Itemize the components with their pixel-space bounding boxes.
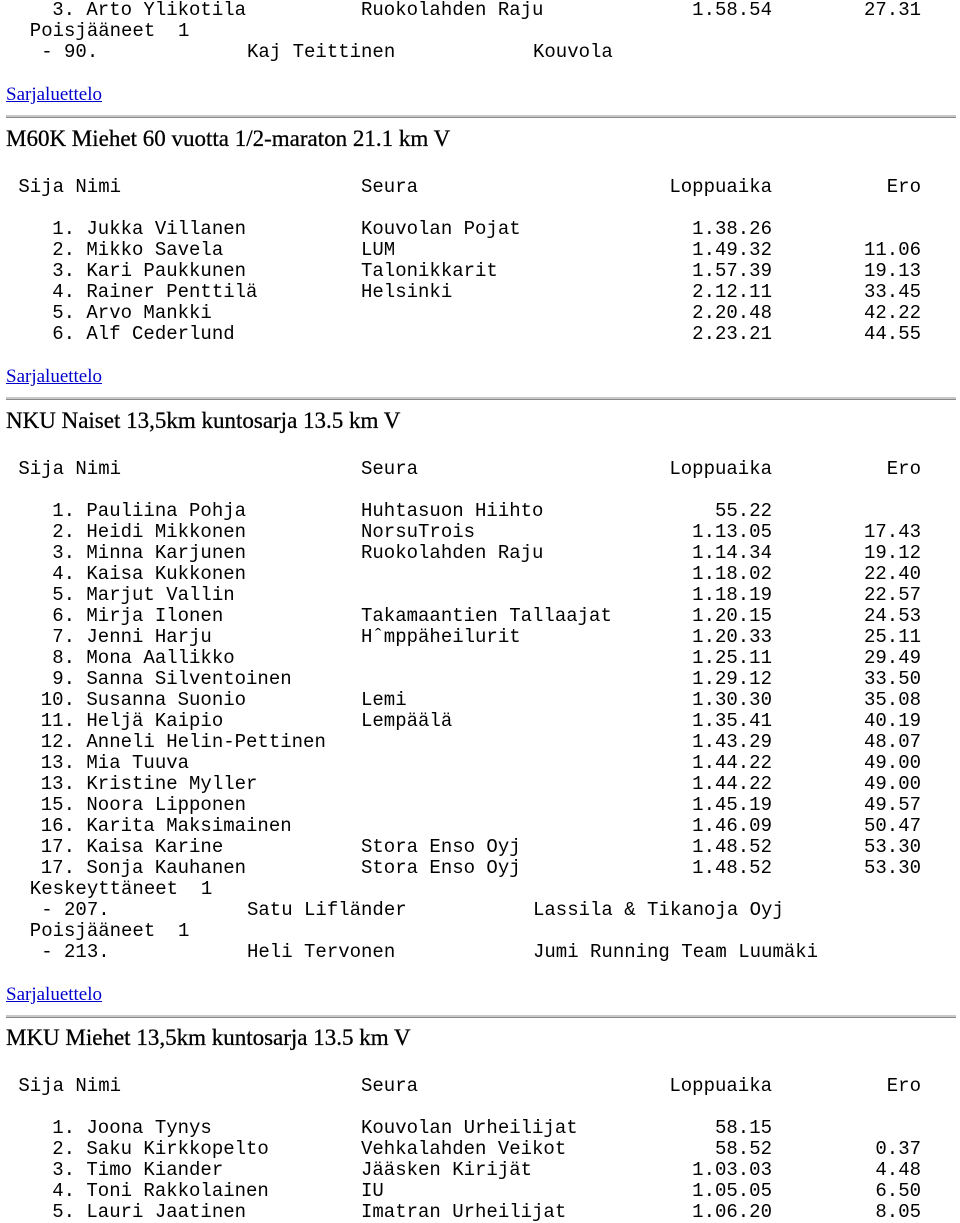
- name-cell: Karita Maksimainen: [75, 815, 292, 837]
- time-cell: 1.48.52: [692, 857, 772, 879]
- name-cell: Heljä Kaipio: [75, 710, 224, 732]
- club-cell: Kouvolan Pojat: [361, 218, 521, 240]
- dq-label: Poisjääneet 1: [7, 920, 190, 942]
- time-cell: 1.44.22: [692, 752, 772, 774]
- time-cell: 1.20.33: [692, 626, 772, 648]
- section-title: M60K Miehet 60 vuotta 1/2-maraton 21.1 km V: [6, 126, 451, 151]
- result-row: [7, 564, 921, 585]
- sarjaluettelo-link[interactable]: Sarjaluettelo: [6, 984, 103, 1005]
- diff-cell: 44.55: [863, 323, 921, 345]
- name-cell: Alf Cederlund: [75, 323, 235, 345]
- club-cell: Vehkalahden Veikot: [361, 1138, 567, 1160]
- name-cell: Minna Karjunen: [75, 542, 247, 564]
- time-cell: 1.43.29: [692, 731, 772, 753]
- diff-cell: 19.12: [863, 542, 921, 564]
- diff-cell: 27.31: [863, 0, 921, 21]
- time-cell: 1.46.09: [692, 815, 772, 837]
- header-sija: Sija: [18, 176, 64, 198]
- time-cell: 2.23.21: [692, 323, 772, 345]
- diff-cell: 22.57: [863, 584, 921, 606]
- result-row: [7, 324, 921, 345]
- name-cell: Mirja Ilonen: [75, 605, 224, 627]
- time-cell: 1.49.32: [692, 239, 772, 261]
- time-cell: 2.20.48: [692, 302, 772, 324]
- diff-cell: 48.07: [863, 731, 921, 753]
- header-seura: Seura: [361, 1075, 419, 1097]
- diff-cell: 42.22: [863, 302, 921, 324]
- club-cell: Huhtasuon Hiihto: [361, 500, 544, 522]
- time-cell: 58.52: [714, 1138, 772, 1160]
- diff-cell: 49.00: [863, 773, 921, 795]
- diff-cell: 53.30: [863, 857, 921, 879]
- name-cell: Heidi Mikkonen: [75, 521, 247, 543]
- name-cell: Satu Lifländer: [247, 899, 407, 921]
- result-row: [7, 648, 921, 669]
- diff-cell: 40.19: [863, 710, 921, 732]
- column-header-row: [7, 1076, 921, 1097]
- header-ero: Ero: [886, 176, 921, 198]
- rank-cell: 3.: [52, 0, 75, 21]
- name-cell: Mia Tuuva: [75, 752, 190, 774]
- name-cell: Sanna Silventoinen: [75, 668, 292, 690]
- result-row: [7, 0, 921, 21]
- time-cell: 1.25.11: [692, 647, 772, 669]
- rank-cell: 17.: [40, 857, 75, 879]
- diff-cell: 49.00: [863, 752, 921, 774]
- sarjaluettelo-link[interactable]: Sarjaluettelo: [6, 366, 103, 387]
- name-cell: Kaj Teittinen: [247, 41, 396, 63]
- header-seura: Seura: [361, 458, 419, 480]
- header-ero: Ero: [886, 1075, 921, 1097]
- header-sija: Sija: [18, 1075, 64, 1097]
- rank-cell: 6.: [52, 605, 75, 627]
- name-cell: Kari Paukkunen: [75, 260, 247, 282]
- result-row: [7, 585, 921, 606]
- result-row: [7, 858, 921, 879]
- special-row: [7, 942, 818, 963]
- club-cell: Ruokolahden Raju: [361, 542, 544, 564]
- club-cell: Stora Enso Oyj: [361, 836, 521, 858]
- name-cell: Toni Rakkolainen: [75, 1180, 269, 1202]
- name-cell: Jenni Harju: [75, 626, 212, 648]
- rank-cell: 11.: [40, 710, 75, 732]
- result-row: [7, 774, 921, 795]
- rank-cell: 9.: [52, 668, 75, 690]
- time-cell: 1.20.15: [692, 605, 772, 627]
- rank-cell: 12.: [40, 731, 75, 753]
- diff-cell: 49.57: [863, 794, 921, 816]
- club-cell: Lemi: [361, 689, 407, 711]
- result-row: [7, 795, 921, 816]
- rank-cell: 8.: [52, 647, 75, 669]
- dq-label: Poisjääneet 1: [7, 20, 190, 42]
- section-title: MKU Miehet 13,5km kuntosarja 13.5 km V: [6, 1025, 411, 1050]
- name-cell: Sonja Kauhanen: [75, 857, 247, 879]
- rank-cell: 15.: [40, 794, 75, 816]
- club-cell: Kouvolan Urheilijat: [361, 1117, 578, 1139]
- name-cell: Marjut Vallin: [75, 584, 235, 606]
- club-cell: Helsinki: [361, 281, 453, 303]
- result-row: [7, 1118, 921, 1139]
- result-row: [7, 627, 921, 648]
- bib-cell: - 90.: [7, 41, 99, 63]
- rank-cell: 13.: [40, 773, 75, 795]
- header-nimi: Nimi: [64, 1075, 122, 1097]
- time-cell: 1.45.19: [692, 794, 772, 816]
- time-cell: 1.30.30: [692, 689, 772, 711]
- name-cell: Lauri Jaatinen: [75, 1201, 247, 1223]
- rank-cell: 1.: [52, 1117, 75, 1139]
- club-cell: Lassila & Tikanoja Oyj: [533, 899, 784, 921]
- club-cell: IU: [361, 1180, 384, 1202]
- rank-cell: 5.: [52, 584, 75, 606]
- club-cell: Lempäälä: [361, 710, 453, 732]
- result-row: [7, 282, 921, 303]
- time-cell: 1.13.05: [692, 521, 772, 543]
- section-divider: [6, 397, 956, 400]
- result-row: [7, 732, 921, 753]
- name-cell: Anneli Helin-Pettinen: [75, 731, 326, 753]
- diff-cell: 11.06: [863, 239, 921, 261]
- rank-cell: 13.: [40, 752, 75, 774]
- time-cell: 1.18.19: [692, 584, 772, 606]
- time-cell: 2.12.11: [692, 281, 772, 303]
- diff-cell: 19.13: [863, 260, 921, 282]
- name-cell: Saku Kirkkopelto: [75, 1138, 269, 1160]
- result-row: [7, 606, 921, 627]
- name-cell: Jukka Villanen: [75, 218, 247, 240]
- name-cell: Pauliina Pohja: [75, 500, 247, 522]
- time-cell: 1.48.52: [692, 836, 772, 858]
- rank-cell: 7.: [52, 626, 75, 648]
- diff-cell: 35.08: [863, 689, 921, 711]
- rank-cell: 5.: [52, 302, 75, 324]
- name-cell: Kaisa Karine: [75, 836, 224, 858]
- result-row: [7, 1160, 921, 1181]
- time-cell: 1.57.39: [692, 260, 772, 282]
- time-cell: 1.05.05: [692, 1180, 772, 1202]
- club-cell: Ruokolahden Raju: [361, 0, 544, 21]
- result-row: [7, 690, 921, 711]
- result-row: [7, 753, 921, 774]
- header-nimi: Nimi: [64, 176, 122, 198]
- section-divider: [6, 1015, 956, 1018]
- sarjaluettelo-link[interactable]: Sarjaluettelo: [6, 84, 103, 105]
- rank-cell: 2.: [52, 239, 75, 261]
- rank-cell: 3.: [52, 1159, 75, 1181]
- name-cell: Arto Ylikotila: [75, 0, 247, 21]
- time-cell: 1.14.34: [692, 542, 772, 564]
- result-row: [7, 1202, 921, 1223]
- diff-cell: 0.37: [875, 1138, 921, 1160]
- rank-cell: 1.: [52, 500, 75, 522]
- diff-cell: 53.30: [863, 836, 921, 858]
- bib-cell: - 207.: [7, 899, 110, 921]
- time-cell: 1.38.26: [692, 218, 772, 240]
- result-row: [7, 303, 921, 324]
- header-nimi: Nimi: [64, 458, 122, 480]
- diff-cell: 33.50: [863, 668, 921, 690]
- result-row: [7, 261, 921, 282]
- header-loppuaika: Loppuaika: [669, 1075, 772, 1097]
- rank-cell: 4.: [52, 281, 75, 303]
- result-row: [7, 240, 921, 261]
- club-cell: Hˆmppäheilurit: [361, 626, 521, 648]
- section-title: NKU Naiset 13,5km kuntosarja 13.5 km V: [6, 408, 401, 433]
- rank-cell: 5.: [52, 1201, 75, 1223]
- result-row: [7, 501, 921, 522]
- diff-cell: 4.48: [875, 1159, 921, 1181]
- header-sija: Sija: [18, 458, 64, 480]
- rank-cell: 3.: [52, 542, 75, 564]
- section-divider: [6, 115, 956, 118]
- rank-cell: 4.: [52, 563, 75, 585]
- name-cell: Arvo Mankki: [75, 302, 212, 324]
- name-cell: Mikko Savela: [75, 239, 224, 261]
- rank-cell: 17.: [40, 836, 75, 858]
- rank-cell: 16.: [40, 815, 75, 837]
- club-cell: LUM: [361, 239, 396, 261]
- time-cell: 1.44.22: [692, 773, 772, 795]
- time-cell: 1.58.54: [692, 0, 772, 21]
- rank-cell: 2.: [52, 1138, 75, 1160]
- diff-cell: 22.40: [863, 563, 921, 585]
- column-header-row: [7, 177, 921, 198]
- name-cell: Kristine Myller: [75, 773, 258, 795]
- time-cell: 1.35.41: [692, 710, 772, 732]
- name-cell: Joona Tynys: [75, 1117, 212, 1139]
- club-cell: Imatran Urheilijat: [361, 1201, 567, 1223]
- result-row: [7, 1181, 921, 1202]
- club-cell: Stora Enso Oyj: [361, 857, 521, 879]
- diff-cell: 24.53: [863, 605, 921, 627]
- time-cell: 1.03.03: [692, 1159, 772, 1181]
- column-header-row: [7, 459, 921, 480]
- header-loppuaika: Loppuaika: [669, 176, 772, 198]
- name-cell: Timo Kiander: [75, 1159, 224, 1181]
- name-cell: Mona Aallikko: [75, 647, 235, 669]
- name-cell: Noora Lipponen: [75, 794, 247, 816]
- result-row: [7, 837, 921, 858]
- rank-cell: 4.: [52, 1180, 75, 1202]
- name-cell: Heli Tervonen: [247, 941, 396, 963]
- club-cell: Takamaantien Tallaajat: [361, 605, 612, 627]
- rank-cell: 2.: [52, 521, 75, 543]
- rank-cell: 10.: [40, 689, 75, 711]
- rank-cell: 1.: [52, 218, 75, 240]
- club-cell: Jääsken Kirijät: [361, 1159, 533, 1181]
- result-row: [7, 1139, 921, 1160]
- name-cell: Rainer Penttilä: [75, 281, 258, 303]
- time-cell: 1.06.20: [692, 1201, 772, 1223]
- result-row: [7, 543, 921, 564]
- header-seura: Seura: [361, 176, 419, 198]
- time-cell: 58.15: [714, 1117, 772, 1139]
- club-cell: Jumi Running Team Luumäki: [533, 941, 819, 963]
- result-row: [7, 669, 921, 690]
- diff-cell: 17.43: [863, 521, 921, 543]
- club-cell: Kouvola: [533, 41, 613, 63]
- result-row: [7, 219, 921, 240]
- time-cell: 55.22: [714, 500, 772, 522]
- diff-cell: 6.50: [875, 1180, 921, 1202]
- special-row: [7, 900, 784, 921]
- diff-cell: 33.45: [863, 281, 921, 303]
- diff-cell: 25.11: [863, 626, 921, 648]
- time-cell: 1.18.02: [692, 563, 772, 585]
- name-cell: Susanna Suonio: [75, 689, 247, 711]
- result-row: [7, 816, 921, 837]
- name-cell: Kaisa Kukkonen: [75, 563, 247, 585]
- rank-cell: 6.: [52, 323, 75, 345]
- header-loppuaika: Loppuaika: [669, 458, 772, 480]
- diff-cell: 50.47: [863, 815, 921, 837]
- header-ero: Ero: [886, 458, 921, 480]
- club-cell: Talonikkarit: [361, 260, 498, 282]
- result-row: [7, 711, 921, 732]
- diff-cell: 29.49: [863, 647, 921, 669]
- bib-cell: - 213.: [7, 941, 110, 963]
- rank-cell: 3.: [52, 260, 75, 282]
- diff-cell: 8.05: [875, 1201, 921, 1223]
- result-row: [7, 522, 921, 543]
- club-cell: NorsuTrois: [361, 521, 476, 543]
- time-cell: 1.29.12: [692, 668, 772, 690]
- special-row: [7, 42, 613, 63]
- dnf-label: Keskeyttäneet 1: [7, 878, 213, 900]
